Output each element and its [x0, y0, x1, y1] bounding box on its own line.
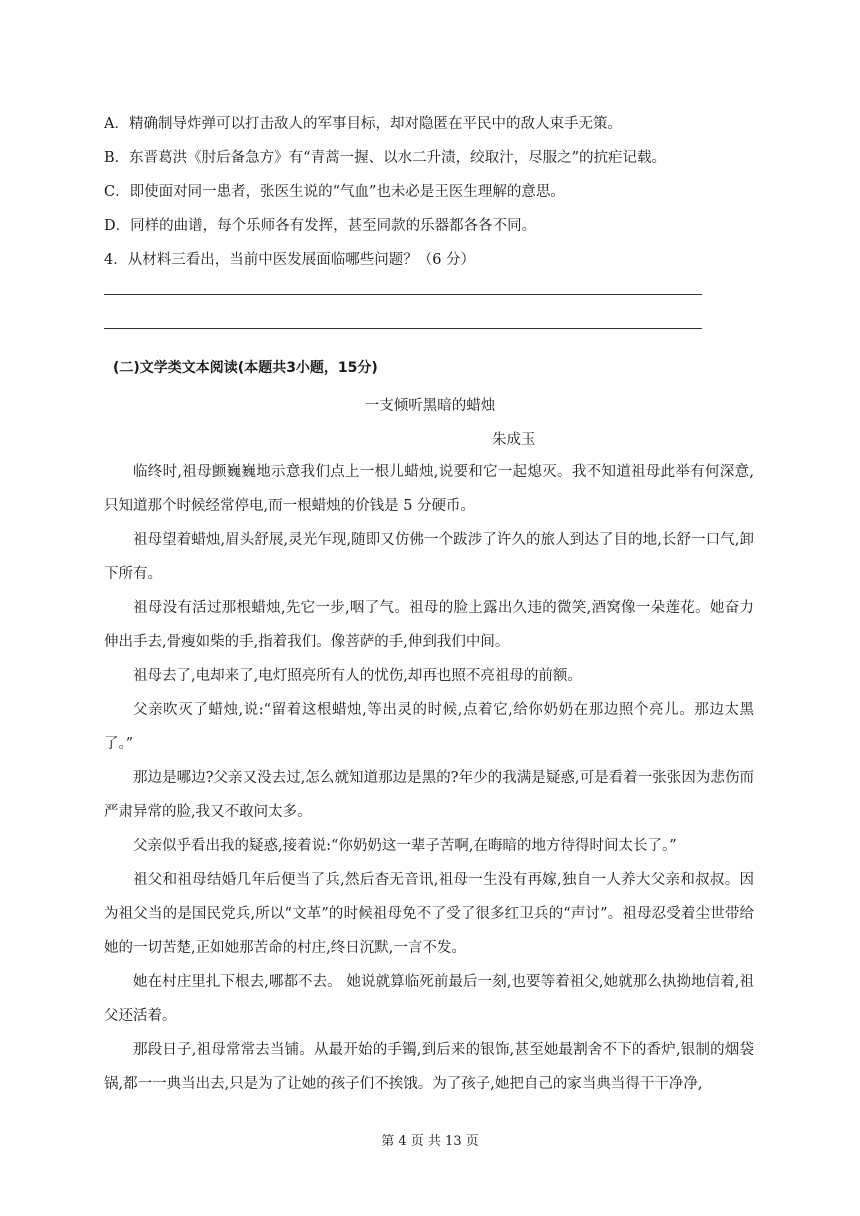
- option-a: A．精确制导炸弹可以打击敌人的军事目标，却对隐匿在平民中的敌人束手无策。: [104, 116, 622, 132]
- article-author: 朱成玉: [492, 432, 536, 448]
- option-b: B．东晋葛洪《肘后备急方》有“青蒿一握、以水二升渍，绞取汁，尽服之”的抗疟记载。: [104, 150, 666, 166]
- answer-line-1[interactable]: [104, 294, 702, 295]
- option-c: C．即使面对同一患者，张医生说的“气血”也未必是王医生理解的意思。: [104, 184, 565, 200]
- paragraph: 她在村庄里扎下根去,哪都不去。 她说就算临死前最后一刻,也要等着祖父,她就那么执拗地信着,祖父还活着。: [104, 974, 754, 1024]
- paragraph: 父亲吹灭了蜡烛,说:“留着这根蜡烛,等出灵的时候,点着它,给你奶奶在那边照个亮儿。那边太黑了。”: [104, 702, 754, 752]
- paragraph: 那段日子,祖母常常去当铺。从最开始的手镯,到后来的银饰,甚至她最割舍不下的香炉,银制的烟袋锅,都一一典当出去,只是为了让她的孩子们不挨饿。为了孩子,她把自己的家当典当得干干净净,: [104, 1042, 754, 1092]
- article-title: 一支倾听黑暗的蜡烛: [364, 398, 496, 414]
- paragraph: 祖母去了,电却来了,电灯照亮所有人的忧伤,却再也照不亮祖母的前额。: [133, 668, 582, 684]
- paragraph: 父亲似乎看出我的疑惑,接着说:“你奶奶这一辈子苦啊,在晦暗的地方待得时间太长了。”: [133, 838, 677, 854]
- answer-line-2[interactable]: [104, 328, 702, 329]
- paragraph: 祖母没有活过那根蜡烛,先它一步,咽了气。祖母的脸上露出久违的微笑,酒窝像一朵莲花。她奋力伸出手去,骨瘦如柴的手,指着我们。像菩萨的手,伸到我们中间。: [104, 600, 754, 650]
- paragraph: 临终时,祖母颤巍巍地示意我们点上一根儿蜡烛,说要和它一起熄灭。我不知道祖母此举有何深意,只知道那个时候经常停电,而一根蜡烛的价钱是 5 分硬币。: [104, 464, 754, 514]
- paragraph: 祖父和祖母结婚几年后便当了兵,然后杳无音讯,祖母一生没有再嫁,独自一人养大父亲和叔叔。因为祖父当的是国民党兵,所以“文革”的时候祖母免不了受了很多红卫兵的“声讨”。祖母忍受着尘世带给她的一切苦楚,正如她那苦命的村庄,终日沉默,一言不发。: [104, 872, 754, 956]
- paragraph: 祖母望着蜡烛,眉头舒展,灵光乍现,随即又仿佛一个跋涉了许久的旅人到达了目的地,长舒一口气,卸下所有。: [104, 532, 754, 582]
- option-d: D．同样的曲谱，每个乐师各有发挥，甚至同款的乐器都各各不同。: [104, 218, 537, 234]
- question-4: 4．从材料三看出，当前中医发展面临哪些问题？（6 分）: [104, 252, 476, 268]
- page-footer: 第 4 页 共 13 页: [381, 1134, 479, 1149]
- section-heading: (二)文学类文本阅读(本题共3小题，15分): [113, 360, 378, 376]
- paragraph: 那边是哪边?父亲又没去过,怎么就知道那边是黑的?年少的我满是疑惑,可是看着一张张因为悲伤而严肃异常的脸,我又不敢问太多。: [104, 770, 754, 820]
